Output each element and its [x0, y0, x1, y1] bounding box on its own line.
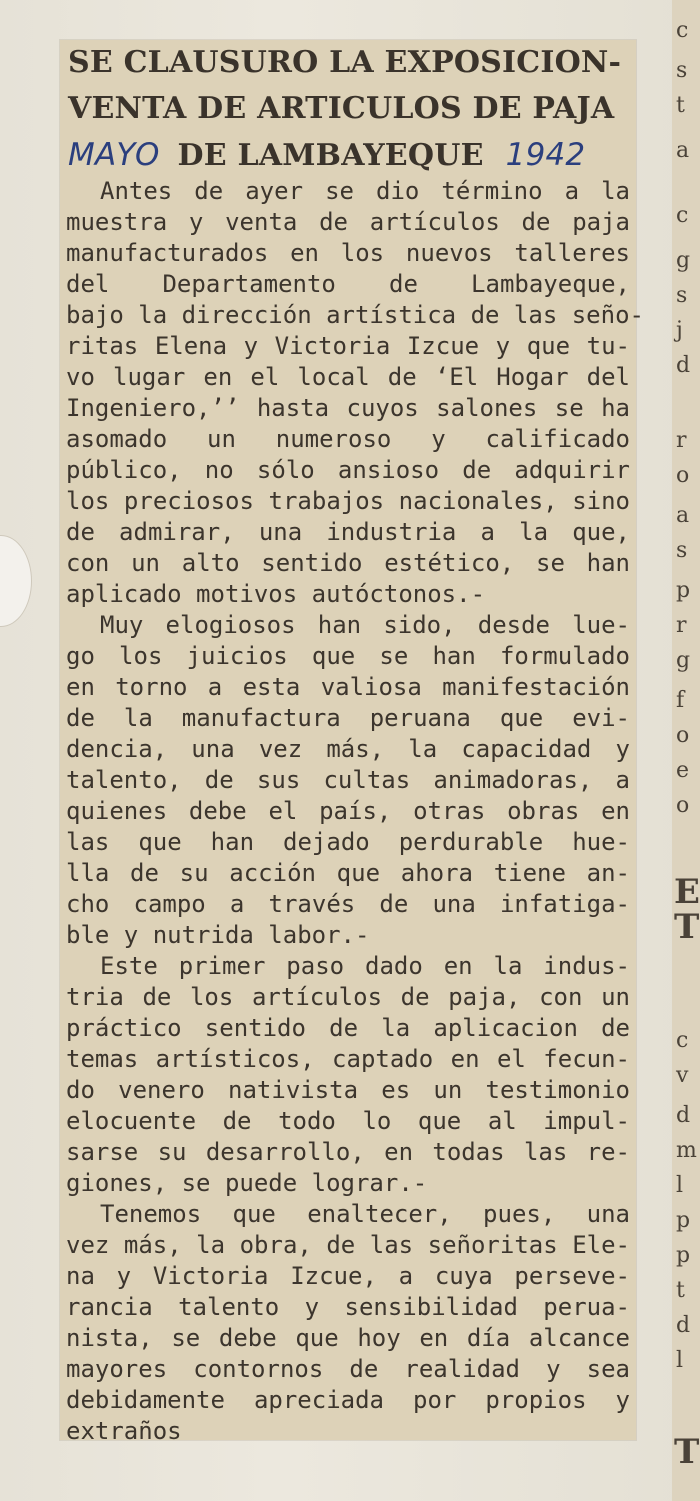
article-line: de la manufactura peruana que evi-: [66, 704, 630, 732]
edge-fragment: t: [676, 1278, 685, 1303]
article-line: aplicado motivos autóctonos.-: [66, 580, 486, 608]
article-line: giones, se puede lograr.-: [66, 1169, 428, 1197]
headline-line-3: [68, 132, 634, 178]
edge-fragment: s: [676, 538, 688, 563]
article-line: ritas Elena y Victoria Izcue y que tu-: [66, 332, 630, 360]
edge-fragment: d: [676, 1313, 691, 1338]
headline-line-3-text: DE LAMBAYEQUE: [177, 138, 484, 173]
article-line: nista, se debe que hoy en día alcance: [66, 1324, 630, 1352]
handwritten-year: 1942: [505, 137, 586, 173]
edge-fragment: f: [676, 688, 685, 713]
article-line: ble y nutrida labor.-: [66, 921, 370, 949]
article-line: vo lugar en el local de ‘El Hogar del: [66, 363, 630, 391]
article-line: Este primer paso dado en la indus-: [100, 952, 630, 980]
article-line: talento, de sus cultas animadoras, a: [66, 766, 630, 794]
edge-fragment: e: [676, 758, 690, 783]
article-line: lla de su acción que ahora tiene an-: [66, 859, 630, 887]
article-line: público, no sólo ansioso de adquirir: [66, 456, 630, 484]
edge-fragment: T: [674, 907, 700, 947]
article-line: en torno a esta valiosa manifestación: [66, 673, 630, 701]
article-line: na y Victoria Izcue, a cuya perseve-: [66, 1262, 630, 1290]
article-line: mayores contornos de realidad y sea: [66, 1355, 630, 1383]
article-line: rancia talento y sensibilidad perua-: [66, 1293, 630, 1321]
edge-fragment: c: [676, 203, 689, 228]
edge-fragment: g: [676, 648, 691, 673]
edge-fragment: E: [674, 872, 700, 912]
edge-fragment: T: [674, 1432, 700, 1472]
edge-fragment: g: [676, 248, 691, 273]
article-line: sarse su desarrollo, en todas las re-: [66, 1138, 630, 1166]
article-line: Tenemos que enaltecer, pues, una: [100, 1200, 630, 1228]
handwritten-month: MAYO: [68, 137, 160, 173]
edge-fragment: o: [676, 463, 690, 488]
article-line: las que han dejado perdurable hue-: [66, 828, 630, 856]
edge-fragment: t: [676, 93, 685, 118]
article-line: Antes de ayer se dio término a la: [100, 177, 630, 205]
edge-fragment: d: [676, 353, 691, 378]
article-line: práctico sentido de la aplicacion de: [66, 1014, 630, 1042]
edge-fragment: l: [676, 1173, 684, 1198]
article-line: del Departamento de Lambayeque,: [66, 270, 630, 298]
article-line: manufacturados en los nuevos talleres: [66, 239, 630, 267]
article-line: vez más, la obra, de las señoritas Ele-: [66, 1231, 630, 1259]
article-line: elocuente de todo lo que al impul-: [66, 1107, 630, 1135]
edge-fragment: p: [676, 1208, 691, 1233]
edge-fragment: p: [676, 578, 691, 603]
edge-fragment: c: [676, 18, 689, 43]
article-line: de admirar, una industria a la que,: [66, 518, 630, 546]
article-line: muestra y venta de artículos de paja: [66, 208, 630, 236]
edge-fragment: s: [676, 58, 688, 83]
article-body: [66, 176, 644, 1447]
headline-line-2: VENTA DE ARTICULOS DE PAJA: [68, 91, 615, 126]
edge-fragment: m: [676, 1138, 697, 1163]
article-line: Muy elogiosos han sido, desde lue-: [100, 611, 630, 639]
edge-fragment: v: [676, 1063, 689, 1088]
edge-fragment: o: [676, 793, 690, 818]
edge-fragment: a: [676, 503, 690, 528]
article-line: temas artísticos, captado en el fecun-: [66, 1045, 630, 1073]
edge-fragment: a: [676, 138, 690, 163]
article-line: con un alto sentido estético, se han: [66, 549, 630, 577]
edge-fragment: r: [676, 613, 687, 638]
article-line: tria de los artículos de paja, con un: [66, 983, 630, 1011]
article-line: go los juicios que se han formulado: [66, 642, 630, 670]
edge-fragment: d: [676, 1103, 691, 1128]
article-line: bajo la dirección artística de las seño-: [66, 301, 644, 329]
adjacent-column-edge: [672, 0, 700, 1501]
article-line: asomado un numeroso y calificado: [66, 425, 630, 453]
edge-fragment: c: [676, 1028, 689, 1053]
edge-fragment: p: [676, 1243, 691, 1268]
edge-fragment: l: [676, 1348, 684, 1373]
headline-line-1: SE CLAUSURO LA EXPOSICION-: [68, 45, 622, 80]
edge-fragment: s: [676, 283, 688, 308]
article-line: dencia, una vez más, la capacidad y: [66, 735, 630, 763]
article-line: extraños: [66, 1417, 182, 1445]
headline: [68, 40, 634, 178]
article-line: quienes debe el país, otras obras en: [66, 797, 630, 825]
article-line: debidamente apreciada por propios y: [66, 1386, 630, 1414]
edge-fragment: j: [676, 318, 683, 343]
article-line: los preciosos trabajos nacionales, sino: [66, 487, 630, 515]
article-line: do venero nativista es un testimonio: [66, 1076, 630, 1104]
edge-fragment: o: [676, 723, 690, 748]
edge-fragment: r: [676, 428, 687, 453]
article-line: cho campo a través de una infatiga-: [66, 890, 630, 918]
article-line: Ingeniero,’’ hasta cuyos salones se ha: [66, 394, 630, 422]
